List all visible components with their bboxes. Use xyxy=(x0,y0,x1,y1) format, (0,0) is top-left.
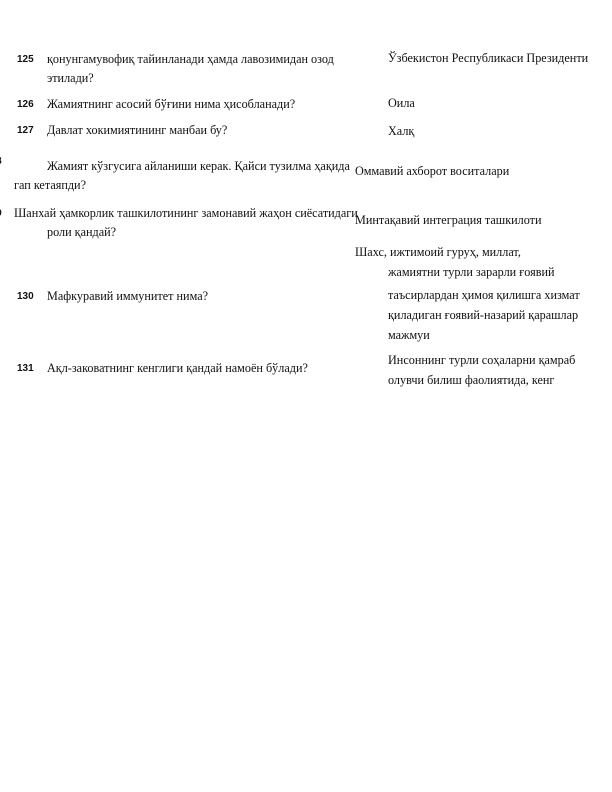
question-text: гап кетаяпди? xyxy=(14,178,86,192)
row-number xyxy=(0,154,2,170)
question-text: Жамият кўзгусига айланиши керак. Қайси тузилма ҳақида xyxy=(47,159,350,173)
answer-text: Оила xyxy=(388,96,415,110)
question-text: Ақл-заковатнинг кенглиги қандай намоён бўлади? xyxy=(47,361,308,375)
row-number: 125 xyxy=(17,54,34,65)
answer-text: Оммавий ахборот воситалари xyxy=(355,164,510,178)
answer-text: Шахс, ижтимоий гуруҳ, миллат, xyxy=(355,245,521,259)
answer-text: олувчи билиш фаолиятида, кенг xyxy=(388,373,555,387)
answer-text: қиладиган ғоявий-назарий қарашлар xyxy=(388,308,579,322)
question-text: роли қандай? xyxy=(47,225,117,239)
answer-text: Минтақавий интеграция ташкилоти xyxy=(355,213,542,227)
question-text: этилади? xyxy=(47,71,94,85)
question-text: Давлат хокимиятининг манбаи бу? xyxy=(47,123,228,137)
answer-text: таъсирлардан ҳимоя қилишга хизмат xyxy=(388,288,580,302)
question-text: Жамиятнинг асосий бўғини нима ҳисобланади? xyxy=(47,97,296,111)
row-number: 127 xyxy=(17,125,34,136)
row-number: 126 xyxy=(17,99,34,110)
question-text: Шанхай ҳамкорлик ташкилотининг замонавий жаҳон сиёсатидаги xyxy=(14,206,358,220)
answer-text: Ўзбекистон Республикаси Президенти xyxy=(388,51,589,65)
answer-text: мажмуи xyxy=(388,328,430,342)
answer-text: жамиятни турли зарарли ғоявий xyxy=(388,265,555,279)
question-text: қонунгамувофиқ тайинланади ҳамда лавозимидан озод xyxy=(47,52,334,66)
answer-text: Инсоннинг турли соҳаларни қамраб xyxy=(388,353,576,367)
row-number: 130 xyxy=(17,291,34,302)
row-number: 131 xyxy=(17,363,34,374)
question-text: Мафкуравий иммунитет нима? xyxy=(47,289,209,303)
answer-text: Халқ xyxy=(388,124,415,138)
row-number xyxy=(0,206,2,222)
